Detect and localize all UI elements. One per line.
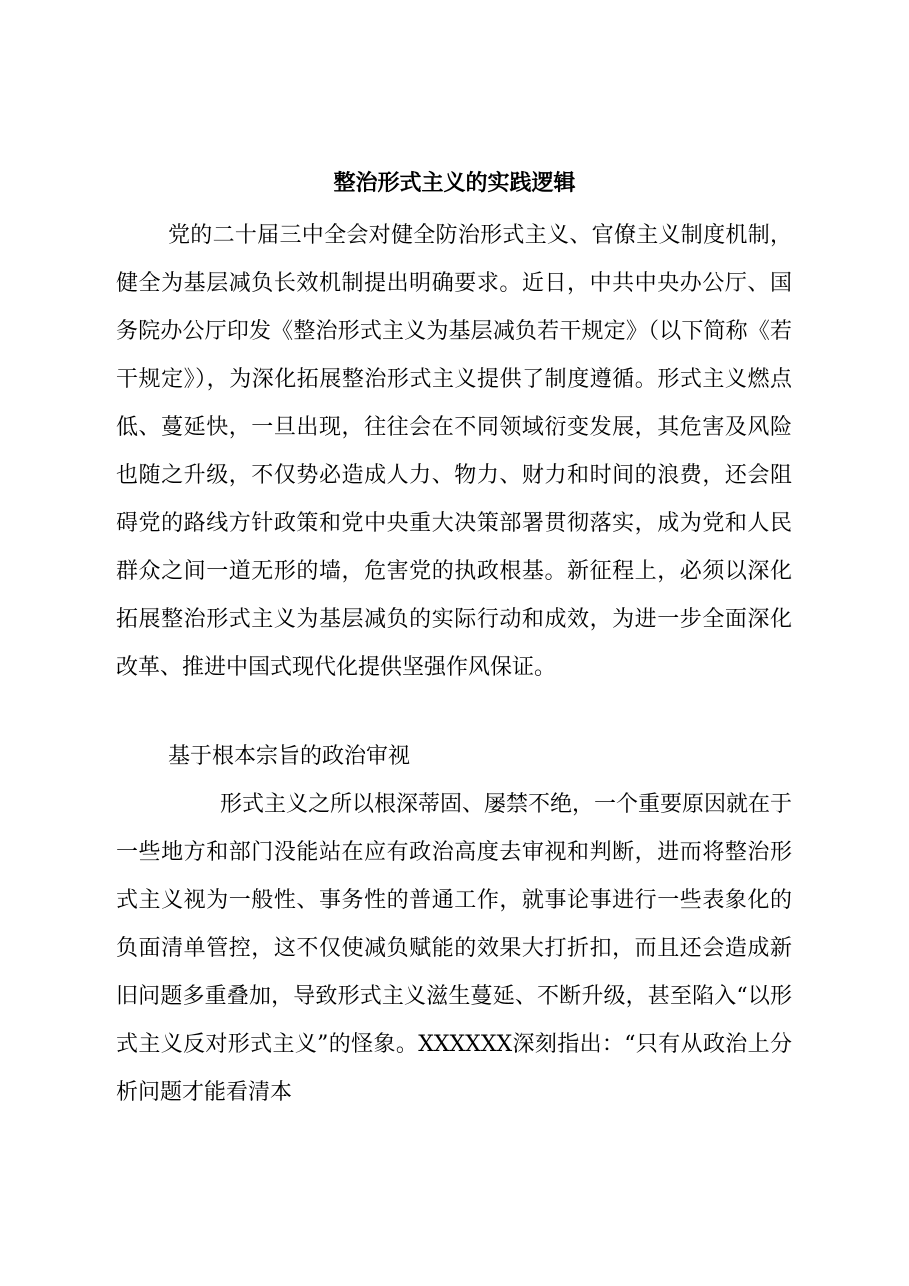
body-paragraph-1: 党的二十届三中全会对健全防治形式主义、官僚主义制度机制，健全为基层减负长效机制提出明确要求。近日，中共中央办公厅、国务院办公厅印发《整治形式主义为基层减负若干规定》（以下简称《若干规定》），为深化拓展整治形式主义提供了制度遵循。形式主义燃点低、蔓延快，一旦出现，往往会在不同领域衍变发展，其危害及风险也随之升级，不仅势必造成人力、物力、财力和时间的浪费，还会阻碍党的路线方针政策和党中央重大决策部署贯彻落实，成为党和人民群众之间一道无形的墙，危害党的执政根基。新征程上，必须以深化拓展整治形式主义为基层减负的实际行动和成效，为进一步全面深化改革、推进中国式现代化提供坚强作风保证。 (116, 223, 792, 680)
section-heading: 基于根本宗旨的政治审视 (168, 744, 411, 769)
document-title: 整治形式主义的实践逻辑 (333, 170, 576, 196)
body-paragraph-2: 形式主义之所以根深蒂固、屡禁不绝，一个重要原因就在于一些地方和部门没能站在应有政治高度去审视和判断，进而将整治形式主义视为一般性、事务性的普通工作，就事论事进行一些表象化的负面清单管控，这不仅使减负赋能的效果大打折扣，而且还会造成新旧问题多重叠加，导致形式主义滋生蔓延、不断升级，甚至陷入“以形式主义反对形式主义”的怪象。XXXXXX深刻指出：“只有从政治上分析问题才能看清本 (116, 792, 793, 1105)
